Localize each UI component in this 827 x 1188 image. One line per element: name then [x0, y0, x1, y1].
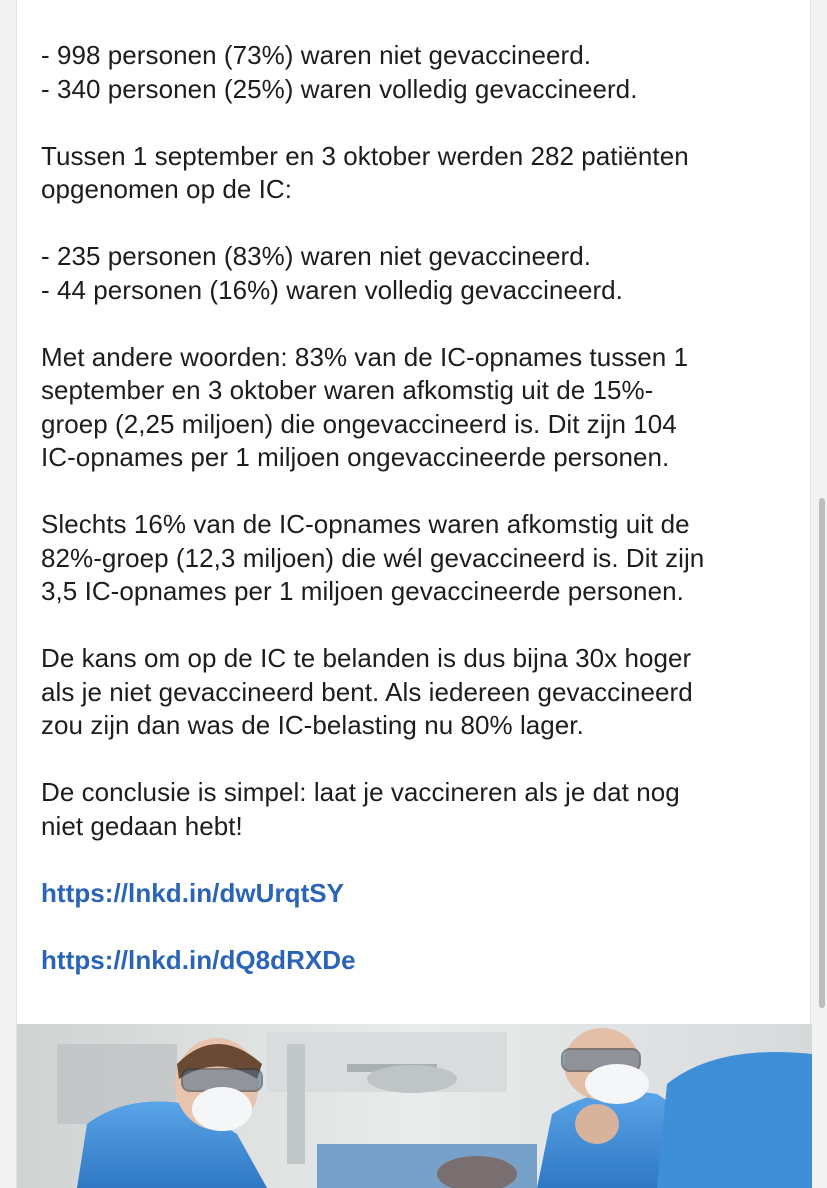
intensive-care-photo[interactable] — [17, 1024, 812, 1188]
paragraph-risk — [41, 642, 801, 743]
text-line: als je niet gevaccineerd bent. Als iedereen gevaccineerd — [41, 676, 693, 707]
paragraph-ic-intro — [41, 140, 801, 207]
text-line: - 340 personen (25%) waren volledig gevaccineerd. — [41, 73, 638, 104]
link-block-2 — [41, 944, 801, 978]
paragraph-conclusion — [41, 776, 801, 843]
text-line: - 998 personen (73%) waren niet gevaccineerd. — [41, 40, 592, 70]
paragraph-vaccinated — [41, 508, 801, 609]
scrollbar[interactable] — [819, 498, 825, 1008]
text-line: Slechts 16% van de IC-opnames waren afkomstig uit de — [41, 509, 690, 539]
text-line: De conclusie is simpel: laat je vaccineren als je dat nog — [41, 777, 680, 807]
post-link-1[interactable]: https://lnkd.in/dwUrqtSY — [41, 877, 345, 908]
left-nurse-mask — [192, 1087, 252, 1131]
text-line: 82%-groep (12,3 miljoen) die wél gevaccineerd is. Dit zijn — [41, 542, 705, 573]
text-line: september en 3 oktober waren afkomstig uit de 15%- — [41, 375, 654, 405]
text-line: 3,5 IC-opnames per 1 miljoen gevaccineerde personen. — [41, 576, 684, 606]
post-body — [41, 39, 801, 1011]
right-nurse-mask — [585, 1064, 649, 1104]
equipment-pole — [287, 1044, 305, 1164]
text-line: - 44 personen (16%) waren volledig gevaccineerd. — [41, 274, 623, 305]
photo-illustration — [17, 1024, 812, 1188]
text-line: Met andere woorden: 83% van de IC-opnames tussen 1 — [41, 341, 689, 372]
text-line: De kans om op de IC te belanden is dus bijna 30x hoger — [41, 643, 692, 673]
text-line: - 235 personen (83%) waren niet gevaccineerd. — [41, 241, 592, 271]
post-link-2[interactable]: https://lnkd.in/dQ8dRXDe — [41, 944, 356, 975]
paragraph-ic-stats — [41, 240, 801, 307]
paragraph-hospital-stats — [41, 39, 801, 106]
text-line: opgenomen op de IC: — [41, 174, 293, 204]
background-nurse-face — [575, 1104, 619, 1144]
text-line: groep (2,25 miljoen) die ongevaccineerd is. Dit zijn 104 — [41, 408, 677, 439]
post-card — [16, 0, 811, 1188]
text-line: Tussen 1 september en 3 oktober werden 282 patiënten — [41, 140, 689, 171]
text-line: IC-opnames per 1 miljoen ongevaccineerde personen. — [41, 442, 670, 472]
text-line: zou zijn dan was de IC-belasting nu 80% lager. — [41, 710, 584, 740]
text-line: niet gedaan hebt! — [41, 810, 243, 841]
paragraph-unvaccinated — [41, 341, 801, 475]
surgical-light — [367, 1065, 457, 1093]
link-block-1 — [41, 877, 801, 911]
